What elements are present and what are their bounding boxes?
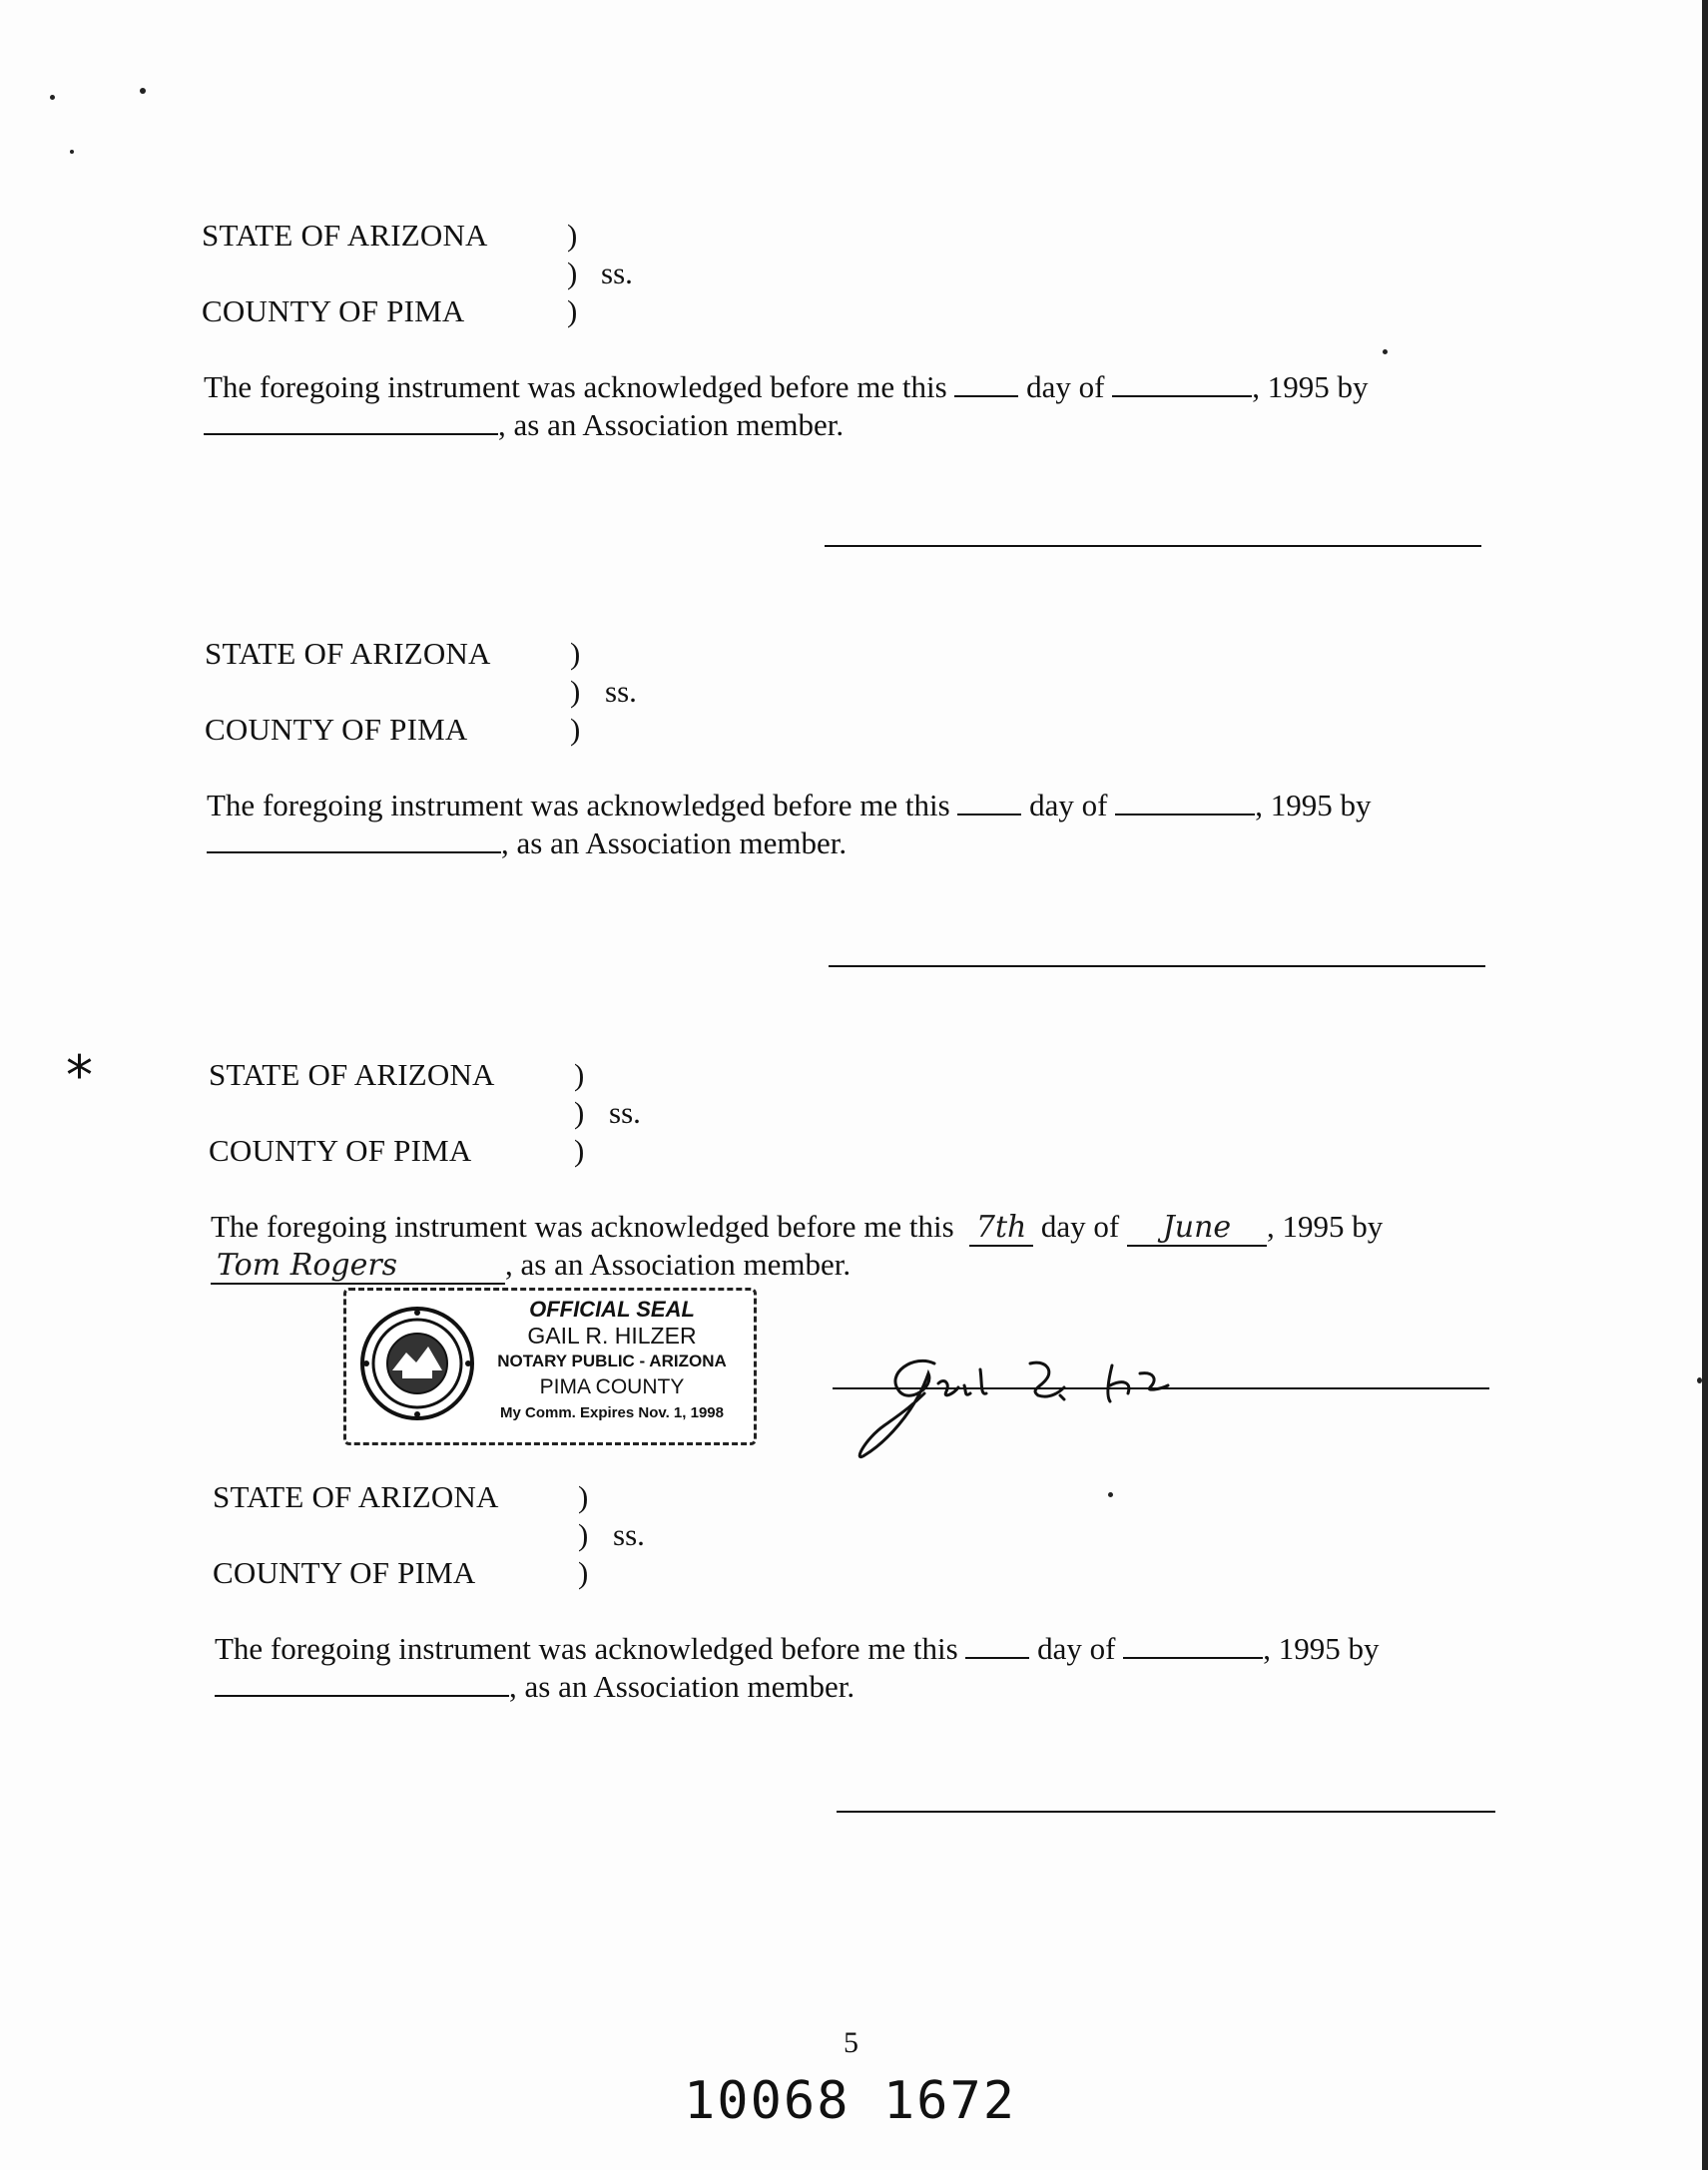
venue-paren: ) <box>567 256 578 290</box>
document-number: 10068 1672 <box>684 2071 1017 2131</box>
seal-notary-title: NOTARY PUBLIC - ARIZONA <box>497 1352 727 1370</box>
asterisk-mark: * <box>66 1044 93 1107</box>
state-label: STATE OF ARIZONA <box>202 218 488 253</box>
month-blank <box>1123 1656 1263 1659</box>
venue-paren: ) <box>578 1479 589 1514</box>
handwritten-month: June <box>1162 1210 1232 1245</box>
scan-speck <box>1108 1492 1113 1497</box>
venue-paren: ) <box>578 1517 589 1552</box>
month-field <box>1127 1209 1267 1247</box>
seal-text <box>476 1297 748 1426</box>
ack-text-dayof: day of <box>1029 788 1108 822</box>
venue-paren: ) <box>574 1057 585 1092</box>
page-number: 5 <box>844 2026 858 2059</box>
venue-paren: ) <box>570 712 581 747</box>
ack-text-year: , 1995 by <box>1255 788 1372 822</box>
seal-county: PIMA COUNTY <box>539 1375 685 1398</box>
venue-paren: ) <box>570 674 581 709</box>
acknowledgment-line-2 <box>207 825 847 861</box>
venue-paren: ) <box>567 218 578 253</box>
state-label: STATE OF ARIZONA <box>209 1057 495 1092</box>
ack-text-dayof: day of <box>1040 1209 1120 1244</box>
acknowledgment-line <box>204 369 1368 405</box>
month-blank <box>1112 394 1252 397</box>
acknowledgment-line <box>211 1209 1383 1247</box>
handwritten-signature <box>854 1344 1284 1467</box>
state-label: STATE OF ARIZONA <box>205 636 491 671</box>
acknowledgment-line <box>207 788 1371 823</box>
venue-paren: ) <box>574 1095 585 1130</box>
ack-text-member: , as an Association member. <box>509 1669 855 1704</box>
acknowledgment-line <box>215 1631 1379 1667</box>
arizona-seal-emblem-icon <box>358 1305 476 1422</box>
ss-label: ss. <box>601 256 633 290</box>
signature-line <box>829 965 1485 967</box>
day-blank <box>954 394 1018 397</box>
ack-text-start: The foregoing instrument was acknowledged before me this <box>215 1631 958 1666</box>
ss-label: ss. <box>609 1095 641 1130</box>
acknowledgment-line-2 <box>215 1669 854 1705</box>
name-blank <box>204 432 498 435</box>
county-label: COUNTY OF PIMA <box>202 293 465 328</box>
scan-speck <box>1697 1377 1702 1383</box>
scan-speck <box>140 88 146 94</box>
seal-expiration: My Comm. Expires Nov. 1, 1998 <box>500 1404 724 1421</box>
name-blank <box>215 1694 509 1697</box>
county-label: COUNTY OF PIMA <box>213 1555 476 1590</box>
handwritten-day: 7th <box>975 1210 1027 1245</box>
acknowledgment-line-2 <box>211 1247 851 1285</box>
scan-speck <box>50 95 55 100</box>
notary-seal-stamp <box>343 1288 757 1445</box>
scan-speck <box>1383 349 1388 354</box>
venue-paren: ) <box>578 1555 589 1590</box>
county-label: COUNTY OF PIMA <box>205 712 468 747</box>
ack-text-year: , 1995 by <box>1266 1209 1384 1244</box>
seal-title: OFFICIAL SEAL <box>529 1297 695 1322</box>
signature-line <box>825 545 1481 547</box>
name-field <box>211 1247 505 1285</box>
day-blank <box>965 1656 1029 1659</box>
ss-label: ss. <box>605 674 637 709</box>
ack-text-start: The foregoing instrument was acknowledged before me this <box>207 788 950 822</box>
county-label: COUNTY OF PIMA <box>209 1133 472 1168</box>
venue-paren: ) <box>570 636 581 671</box>
ack-text-start: The foregoing instrument was acknowledged before me this <box>211 1209 954 1244</box>
ack-text-year: , 1995 by <box>1252 369 1369 404</box>
signature-line <box>837 1811 1495 1813</box>
handwritten-name: Tom Rogers <box>217 1248 398 1283</box>
ack-text-member: , as an Association member. <box>501 825 848 860</box>
scan-speck <box>70 150 74 154</box>
seal-notary-name: GAIL R. HILZER <box>527 1323 697 1349</box>
ack-text-start: The foregoing instrument was acknowledged before me this <box>204 369 947 404</box>
name-blank <box>207 850 501 853</box>
ack-text-dayof: day of <box>1026 369 1105 404</box>
ack-text-member: , as an Association member. <box>498 407 845 442</box>
ss-label: ss. <box>613 1517 645 1552</box>
venue-paren: ) <box>567 293 578 328</box>
ack-text-member: , as an Association member. <box>505 1247 852 1282</box>
ack-text-dayof: day of <box>1037 1631 1116 1666</box>
venue-paren: ) <box>574 1133 585 1168</box>
month-blank <box>1115 813 1255 815</box>
day-field <box>969 1209 1033 1247</box>
acknowledgment-line-2 <box>204 407 844 443</box>
ack-text-year: , 1995 by <box>1263 1631 1380 1666</box>
state-label: STATE OF ARIZONA <box>213 1479 499 1514</box>
day-blank <box>957 813 1021 815</box>
